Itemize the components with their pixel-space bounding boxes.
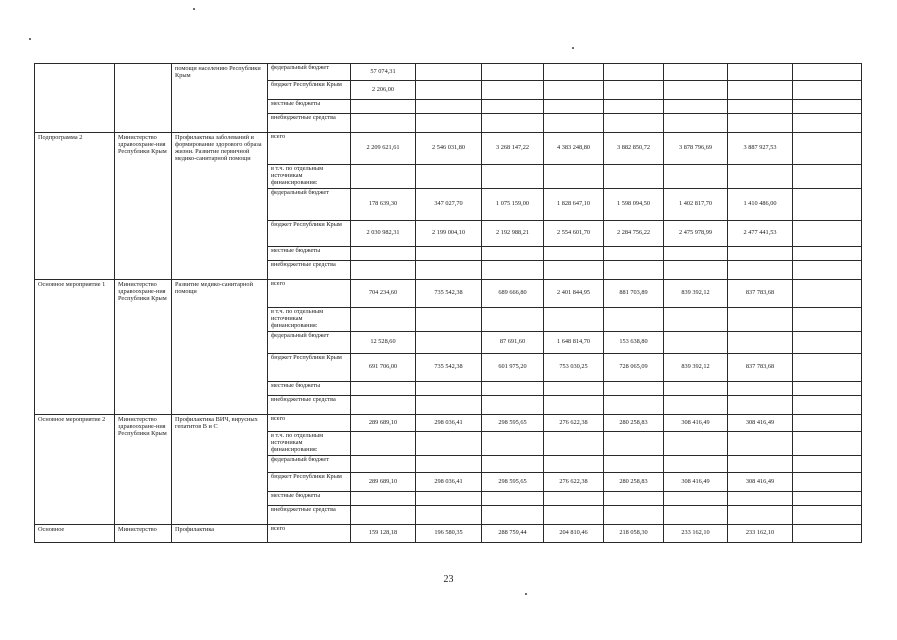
year-value-cell — [793, 396, 862, 415]
year-value-cell: 2 401 844,95 — [544, 280, 604, 308]
year-value-cell: 1 828 647,10 — [544, 189, 604, 221]
year-value-cell: 276 622,38 — [544, 473, 604, 492]
year-value-cell: 298 595,65 — [482, 415, 544, 432]
year-value-cell — [793, 525, 862, 543]
year-value-cell: 689 666,80 — [482, 280, 544, 308]
funding-source-cell: всего — [268, 133, 351, 165]
year-value-cell — [416, 382, 482, 396]
year-value-cell — [664, 492, 728, 506]
year-value-cell: 2 206,00 — [351, 81, 416, 100]
year-value-cell — [416, 64, 482, 81]
year-value-cell — [544, 456, 604, 473]
year-value-cell — [664, 308, 728, 332]
year-value-cell: 2 546 031,80 — [416, 133, 482, 165]
year-value-cell — [416, 456, 482, 473]
year-value-cell — [416, 81, 482, 100]
year-value-cell — [664, 100, 728, 114]
year-value-cell: 1 075 159,00 — [482, 189, 544, 221]
year-value-cell — [416, 114, 482, 133]
year-value-cell — [351, 456, 416, 473]
year-value-cell — [664, 456, 728, 473]
funding-source-cell: местные бюджеты — [268, 247, 351, 261]
year-value-cell — [664, 506, 728, 525]
year-value-cell — [482, 165, 544, 189]
year-value-cell — [728, 382, 793, 396]
page-number: 23 — [443, 574, 454, 585]
year-value-cell — [544, 165, 604, 189]
year-value-cell — [351, 396, 416, 415]
year-value-cell — [793, 354, 862, 382]
year-value-cell: 196 580,35 — [416, 525, 482, 543]
year-value-cell: 153 638,80 — [604, 332, 664, 354]
year-value-cell — [544, 432, 604, 456]
year-value-cell — [604, 81, 664, 100]
table-row — [35, 280, 862, 308]
event-cell: помощи населению Республики Крым — [172, 64, 268, 133]
year-value-cell — [604, 456, 664, 473]
year-value-cell — [351, 432, 416, 456]
year-value-cell — [482, 492, 544, 506]
funding-source-cell: внебюджетные средства — [268, 506, 351, 525]
year-value-cell — [793, 221, 862, 247]
scan-speck — [193, 8, 195, 10]
scan-speck — [572, 47, 574, 49]
year-value-cell — [728, 64, 793, 81]
year-value-cell — [604, 64, 664, 81]
year-value-cell — [728, 114, 793, 133]
year-value-cell — [416, 506, 482, 525]
year-value-cell: 218 058,30 — [604, 525, 664, 543]
year-value-cell — [544, 247, 604, 261]
executor-cell: Министерство здравоохране-ния Республики Крым — [115, 415, 172, 525]
year-value-cell — [793, 308, 862, 332]
year-value-cell — [351, 506, 416, 525]
year-value-cell — [793, 432, 862, 456]
year-value-cell — [664, 432, 728, 456]
year-value-cell: 308 416,49 — [728, 473, 793, 492]
year-value-cell: 12 528,60 — [351, 332, 416, 354]
year-value-cell: 57 074,31 — [351, 64, 416, 81]
year-value-cell — [544, 308, 604, 332]
year-value-cell: 2 475 978,99 — [664, 221, 728, 247]
year-value-cell — [482, 456, 544, 473]
year-value-cell: 308 416,49 — [664, 473, 728, 492]
year-value-cell — [664, 114, 728, 133]
year-value-cell: 3 887 927,53 — [728, 133, 793, 165]
year-value-cell: 837 783,68 — [728, 354, 793, 382]
executor-cell: Министерство здравоохране-ния Республики Крым — [115, 280, 172, 415]
year-value-cell — [793, 492, 862, 506]
funding-source-cell: местные бюджеты — [268, 100, 351, 114]
year-value-cell: 601 975,20 — [482, 354, 544, 382]
program-name-cell — [35, 64, 115, 133]
year-value-cell: 2 209 621,61 — [351, 133, 416, 165]
year-value-cell: 2 477 441,53 — [728, 221, 793, 247]
year-value-cell: 288 759,44 — [482, 525, 544, 543]
year-value-cell: 3 878 796,69 — [664, 133, 728, 165]
year-value-cell — [544, 396, 604, 415]
year-value-cell — [728, 506, 793, 525]
year-value-cell — [604, 308, 664, 332]
program-name-cell: Основное мероприятие 2 — [35, 415, 115, 525]
year-value-cell — [544, 81, 604, 100]
funding-source-cell: внебюджетные средства — [268, 114, 351, 133]
funding-source-cell: местные бюджеты — [268, 492, 351, 506]
funding-source-cell: бюджет Республики Крым — [268, 221, 351, 247]
year-value-cell — [416, 432, 482, 456]
year-value-cell: 298 595,65 — [482, 473, 544, 492]
year-value-cell — [416, 261, 482, 280]
executor-cell: Министерство — [115, 525, 172, 543]
year-value-cell — [793, 165, 862, 189]
year-value-cell — [793, 382, 862, 396]
program-name-cell: Основное — [35, 525, 115, 543]
year-value-cell — [351, 308, 416, 332]
year-value-cell: 298 036,41 — [416, 415, 482, 432]
year-value-cell: 4 383 248,80 — [544, 133, 604, 165]
funding-source-cell: в т.ч. по отдельным источникам финансирования: — [268, 432, 351, 456]
year-value-cell: 881 703,89 — [604, 280, 664, 308]
year-value-cell: 298 036,41 — [416, 473, 482, 492]
year-value-cell — [416, 100, 482, 114]
year-value-cell — [728, 100, 793, 114]
year-value-cell — [664, 261, 728, 280]
year-value-cell: 204 810,46 — [544, 525, 604, 543]
year-value-cell — [728, 456, 793, 473]
year-value-cell — [664, 247, 728, 261]
year-value-cell — [728, 81, 793, 100]
year-value-cell — [728, 332, 793, 354]
scan-speck — [29, 38, 31, 40]
year-value-cell: 1 410 486,00 — [728, 189, 793, 221]
year-value-cell — [544, 64, 604, 81]
year-value-cell — [351, 247, 416, 261]
year-value-cell — [793, 280, 862, 308]
year-value-cell — [604, 492, 664, 506]
event-cell: Развитие медико-санитарной помощи — [172, 280, 268, 415]
year-value-cell: 178 639,30 — [351, 189, 416, 221]
year-value-cell — [482, 261, 544, 280]
funding-source-cell: всего — [268, 525, 351, 543]
year-value-cell — [482, 64, 544, 81]
event-cell: Профилактика заболеваний и формирование здорового образа жизни. Развитие первичной медико-санитарной помощи — [172, 133, 268, 280]
year-value-cell: 735 542,38 — [416, 354, 482, 382]
program-name-cell: Основное мероприятие 1 — [35, 280, 115, 415]
funding-source-cell: федеральный бюджет — [268, 189, 351, 221]
year-value-cell: 276 622,38 — [544, 415, 604, 432]
year-value-cell — [604, 506, 664, 525]
year-value-cell — [416, 165, 482, 189]
funding-source-cell: всего — [268, 415, 351, 432]
funding-source-cell: в т.ч. по отдельным источникам финансирования: — [268, 165, 351, 189]
year-value-cell — [793, 64, 862, 81]
year-value-cell — [544, 506, 604, 525]
year-value-cell — [544, 100, 604, 114]
year-value-cell — [793, 456, 862, 473]
executor-cell — [115, 64, 172, 133]
year-value-cell — [482, 114, 544, 133]
year-value-cell: 3 882 850,72 — [604, 133, 664, 165]
year-value-cell: 289 689,10 — [351, 473, 416, 492]
year-value-cell — [416, 247, 482, 261]
year-value-cell — [604, 165, 664, 189]
year-value-cell — [793, 247, 862, 261]
funding-source-cell: федеральный бюджет — [268, 456, 351, 473]
year-value-cell — [728, 432, 793, 456]
year-value-cell — [664, 332, 728, 354]
year-value-cell: 308 416,49 — [728, 415, 793, 432]
year-value-cell — [793, 473, 862, 492]
year-value-cell — [604, 114, 664, 133]
year-value-cell — [416, 492, 482, 506]
year-value-cell — [544, 261, 604, 280]
year-value-cell — [544, 382, 604, 396]
year-value-cell: 704 234,60 — [351, 280, 416, 308]
year-value-cell — [604, 261, 664, 280]
year-value-cell: 735 542,38 — [416, 280, 482, 308]
year-value-cell: 159 128,18 — [351, 525, 416, 543]
year-value-cell: 233 162,10 — [728, 525, 793, 543]
funding-source-cell: федеральный бюджет — [268, 64, 351, 81]
year-value-cell — [664, 396, 728, 415]
year-value-cell: 2 554 601,70 — [544, 221, 604, 247]
year-value-cell: 2 192 988,21 — [482, 221, 544, 247]
year-value-cell — [351, 492, 416, 506]
year-value-cell — [664, 382, 728, 396]
financing-table — [34, 63, 862, 543]
table-row — [35, 525, 862, 543]
year-value-cell: 691 706,00 — [351, 354, 416, 382]
year-value-cell — [351, 114, 416, 133]
year-value-cell: 837 783,68 — [728, 280, 793, 308]
year-value-cell: 280 258,83 — [604, 415, 664, 432]
year-value-cell: 1 402 817,70 — [664, 189, 728, 221]
year-value-cell: 839 392,12 — [664, 280, 728, 308]
year-value-cell: 87 691,60 — [482, 332, 544, 354]
year-value-cell — [728, 247, 793, 261]
year-value-cell — [351, 382, 416, 396]
year-value-cell: 1 598 094,50 — [604, 189, 664, 221]
program-name-cell: Подпрограмма 2 — [35, 133, 115, 280]
funding-source-cell: всего — [268, 280, 351, 308]
year-value-cell — [793, 81, 862, 100]
year-value-cell — [793, 133, 862, 165]
year-value-cell — [728, 396, 793, 415]
year-value-cell — [351, 261, 416, 280]
year-value-cell — [664, 81, 728, 100]
year-value-cell — [793, 100, 862, 114]
funding-source-cell: внебюджетные средства — [268, 261, 351, 280]
year-value-cell — [482, 506, 544, 525]
year-value-cell: 308 416,49 — [664, 415, 728, 432]
funding-source-cell: бюджет Республики Крым — [268, 81, 351, 100]
year-value-cell — [482, 247, 544, 261]
event-cell: Профилактика ВИЧ, вирусных гепатитов В и С — [172, 415, 268, 525]
year-value-cell — [793, 415, 862, 432]
year-value-cell — [793, 114, 862, 133]
year-value-cell: 839 392,12 — [664, 354, 728, 382]
year-value-cell — [482, 308, 544, 332]
year-value-cell — [482, 100, 544, 114]
year-value-cell: 1 648 814,70 — [544, 332, 604, 354]
year-value-cell — [793, 332, 862, 354]
executor-cell: Министерство здравоохране-ния Республики Крым — [115, 133, 172, 280]
year-value-cell: 753 030,25 — [544, 354, 604, 382]
year-value-cell — [351, 100, 416, 114]
year-value-cell: 233 162,10 — [664, 525, 728, 543]
year-value-cell — [604, 432, 664, 456]
year-value-cell — [728, 308, 793, 332]
year-value-cell — [482, 81, 544, 100]
year-value-cell — [793, 261, 862, 280]
year-value-cell — [482, 432, 544, 456]
event-cell: Профилактика — [172, 525, 268, 543]
year-value-cell: 3 268 147,22 — [482, 133, 544, 165]
table-row — [35, 415, 862, 432]
funding-source-cell: бюджет Республики Крым — [268, 473, 351, 492]
table-row — [35, 133, 862, 165]
year-value-cell — [604, 382, 664, 396]
year-value-cell — [416, 332, 482, 354]
year-value-cell: 347 027,70 — [416, 189, 482, 221]
year-value-cell — [728, 261, 793, 280]
scan-speck — [525, 593, 527, 595]
year-value-cell — [793, 189, 862, 221]
funding-source-cell: бюджет Республики Крым — [268, 354, 351, 382]
year-value-cell — [482, 396, 544, 415]
funding-source-cell: внебюджетные средства — [268, 396, 351, 415]
year-value-cell: 2 030 982,31 — [351, 221, 416, 247]
year-value-cell — [416, 308, 482, 332]
funding-source-cell: федеральный бюджет — [268, 332, 351, 354]
year-value-cell — [664, 64, 728, 81]
year-value-cell — [544, 114, 604, 133]
funding-source-cell: местные бюджеты — [268, 382, 351, 396]
year-value-cell: 728 065,09 — [604, 354, 664, 382]
year-value-cell: 289 689,10 — [351, 415, 416, 432]
year-value-cell — [604, 100, 664, 114]
year-value-cell: 280 258,83 — [604, 473, 664, 492]
year-value-cell — [793, 506, 862, 525]
year-value-cell — [728, 165, 793, 189]
year-value-cell — [664, 165, 728, 189]
year-value-cell — [604, 396, 664, 415]
year-value-cell — [544, 492, 604, 506]
year-value-cell — [482, 382, 544, 396]
year-value-cell — [604, 247, 664, 261]
year-value-cell — [728, 492, 793, 506]
year-value-cell: 2 199 004,10 — [416, 221, 482, 247]
year-value-cell — [416, 396, 482, 415]
year-value-cell — [351, 165, 416, 189]
table-row — [35, 64, 862, 81]
year-value-cell: 2 284 756,22 — [604, 221, 664, 247]
funding-source-cell: в т.ч. по отдельным источникам финансирования: — [268, 308, 351, 332]
